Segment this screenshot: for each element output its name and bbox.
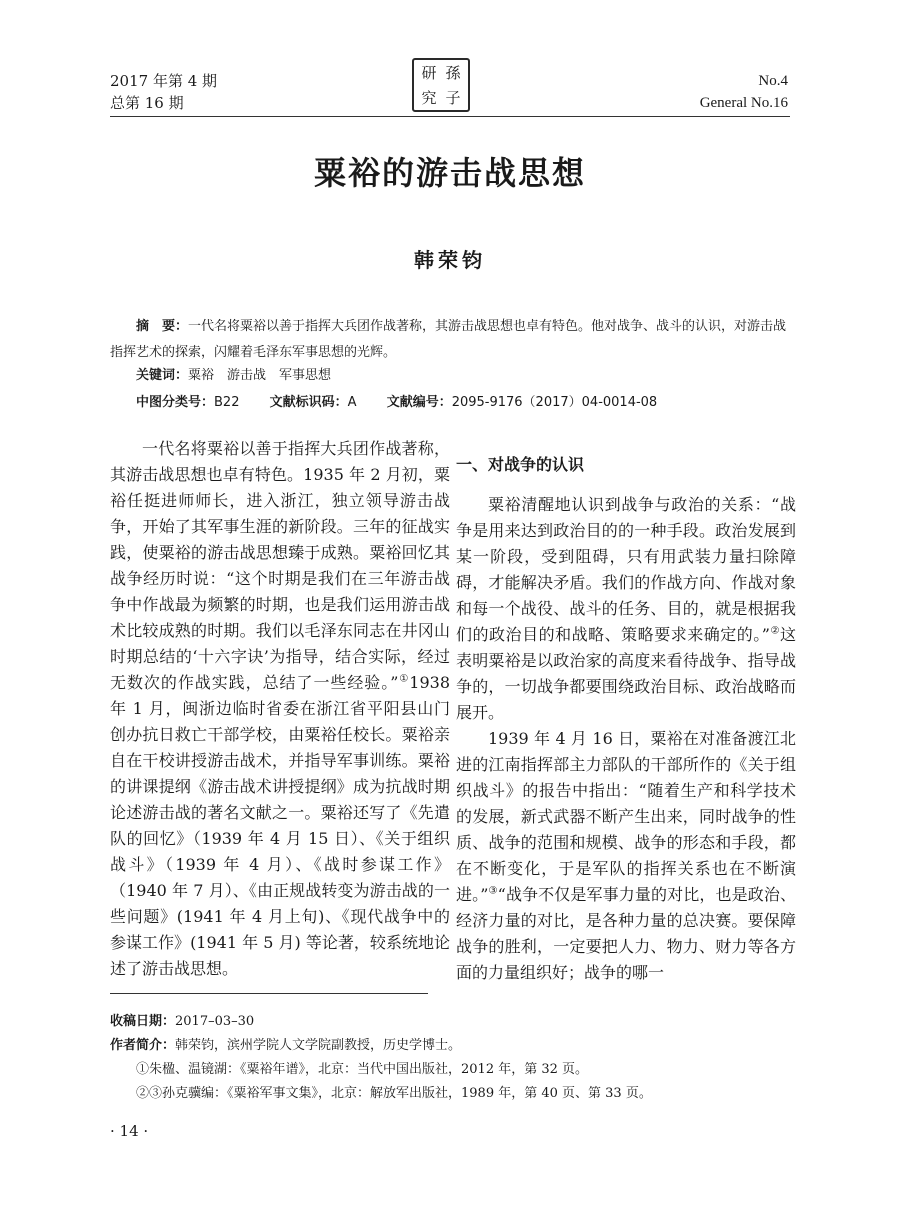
keywords — [136, 366, 331, 386]
article-author: 韩荣钧 — [414, 248, 486, 272]
total-issue-en: General No.16 — [699, 95, 788, 111]
paragraph-text: 一代名将粟裕以善于指挥大兵团作战著称，其游击战思想也卓有特色。1935 年 2 月初，粟裕任挺进师师长，进入浙江，独立领导游击战争，开始了其军事生涯的新阶段。三年的征战实践，使粟裕的游击战思想臻于成熟。粟裕回忆其战争经历时说：“这个时期是我们在三年游击战争中作战最为频繁的时期，也是我们运用游击战术比较成熟的时期。我们以毛泽东同志在井冈山时期总结的‘十六字诀’为指导，结合实际，经过无数次的作战实践，总结了一些经验。” — [110, 439, 450, 692]
body-paragraph — [110, 436, 450, 982]
clc-value: B22 — [214, 395, 240, 410]
abstract-text: 一代名将粟裕以善于指挥大兵团作战著称，其游击战思想也卓有特色。他对战争、战斗的认识，对游击战指挥艺术的探索，闪耀着毛泽东军事思想的光辉。 — [110, 319, 787, 360]
logo-char: 究 — [421, 88, 437, 107]
footnote-divider — [110, 993, 428, 994]
bio-value: 韩荣钧，滨州学院人文学院副教授，历史学博士。 — [175, 1038, 462, 1053]
article-id-value: 2095-9176（2017）04-0014-08 — [451, 395, 658, 410]
body-paragraph — [456, 492, 796, 726]
journal-logo — [412, 58, 470, 112]
left-column — [110, 436, 450, 982]
total-issue-cn: 总第 16 期 — [110, 94, 184, 112]
header-divider — [110, 116, 790, 117]
received-value: 2017–03–30 — [175, 1014, 255, 1029]
paragraph-text: 1939 年 4 月 16 日，粟裕在对准备渡江北进的江南指挥部主力部队的干部所作的《关于组织战斗》的报告中指出：“随着生产和科学技术的发展，新式武器不断产生出来，同时战争的性质、战争的范围和规模、战争的形态和手段，都在不断变化，于是军队的指挥关系也在不断演进。” — [456, 729, 796, 904]
received-label: 收稿日期： — [110, 1014, 176, 1029]
keywords-label: 关键词： — [136, 368, 189, 383]
body-paragraph — [456, 726, 796, 986]
article-title: 粟裕的游击战思想 — [313, 154, 586, 192]
right-column — [456, 436, 796, 986]
footnote-2-3: ②③孙克骥编：《粟裕军事文集》，北京：解放军出版社，1989 年，第 40 页、第 33 页。 — [136, 1086, 652, 1101]
issue-cn: 2017 年第 4 期 — [110, 72, 218, 90]
doc-code-value: A — [347, 395, 357, 410]
abstract-label: 摘 要： — [136, 319, 189, 334]
footnote-ref: ① — [398, 673, 410, 685]
bio-label: 作者简介： — [110, 1038, 176, 1053]
journal-issue-en — [700, 70, 788, 114]
keywords-text: 粟裕 游击战 军事思想 — [188, 368, 332, 383]
paragraph-text: “战争不仅是军事力量的对比，也是政治、经济力量的对比，是各种力量的总决赛。要保障战争的胜利，一定要把人力、物力、财力等各方面的力量组织好；战争的哪一 — [456, 885, 796, 982]
footnote-ref: ② — [769, 625, 780, 637]
clc-label: 中图分类号： — [136, 395, 215, 410]
paragraph-text: 粟裕清醒地认识到战争与政治的关系：“战争是用来达到政治目的的一种手段。政治发展到某一阶段，受到阻碍，只有用武装力量扫除障碍，才能解决矛盾。我们的作战方向、作战对象和每一个战役、战斗的任务、目的，就是根据我们的政治目的和战略、策略要求来确定的。” — [456, 495, 796, 644]
page-number: · 14 · — [110, 1122, 149, 1140]
received-date — [110, 1012, 254, 1032]
logo-char: 孫 — [445, 63, 461, 82]
logo-char: 子 — [445, 88, 461, 107]
doc-code-label: 文献标识码： — [269, 395, 348, 410]
journal-issue — [110, 70, 217, 114]
classification-row — [136, 393, 657, 413]
author-bio — [110, 1036, 461, 1056]
paragraph-text: 这表明粟裕是以政治家的高度来看待战争、指导战争的，一切战争都要围绕政治目标、政治战略而展开。 — [456, 625, 796, 722]
logo-char: 研 — [421, 63, 437, 82]
abstract — [110, 314, 790, 366]
footnote-1: ①朱楹、温镜湖：《粟裕年谱》，北京：当代中国出版社，2012 年，第 32 页。 — [136, 1062, 589, 1077]
paragraph-text: 1938 年 1 月，闽浙边临时省委在浙江省平阳县山门创办抗日救亡干部学校，由粟裕任校长。粟裕亲自在干校讲授游击战术，并指导军事训练。粟裕的讲课提纲《游击战术讲授提纲》成为抗战时期论述游击战的著名文献之一。粟裕还写了《先遣队的回忆》（1939 年 4 月 15 日）、《关于组织战斗》（1939 年 4 月）、《战时参谋工作》（1940 年 7 月）、《由正规战转变为游击战的一些问题》(1941 年 4 月上旬)、《现代战争中的参谋工作》(1941 年 5 月) 等论著，较系统地论述了游击战思想。 — [110, 673, 450, 978]
article-id-label: 文献编号： — [386, 395, 452, 410]
footnote-ref: ③ — [488, 885, 498, 897]
doc-code-group — [270, 395, 357, 410]
clc-group — [136, 395, 239, 410]
section-heading: 一、对战争的认识 — [456, 455, 585, 474]
article-id-group — [387, 395, 658, 410]
issue-en: No.4 — [758, 73, 788, 89]
